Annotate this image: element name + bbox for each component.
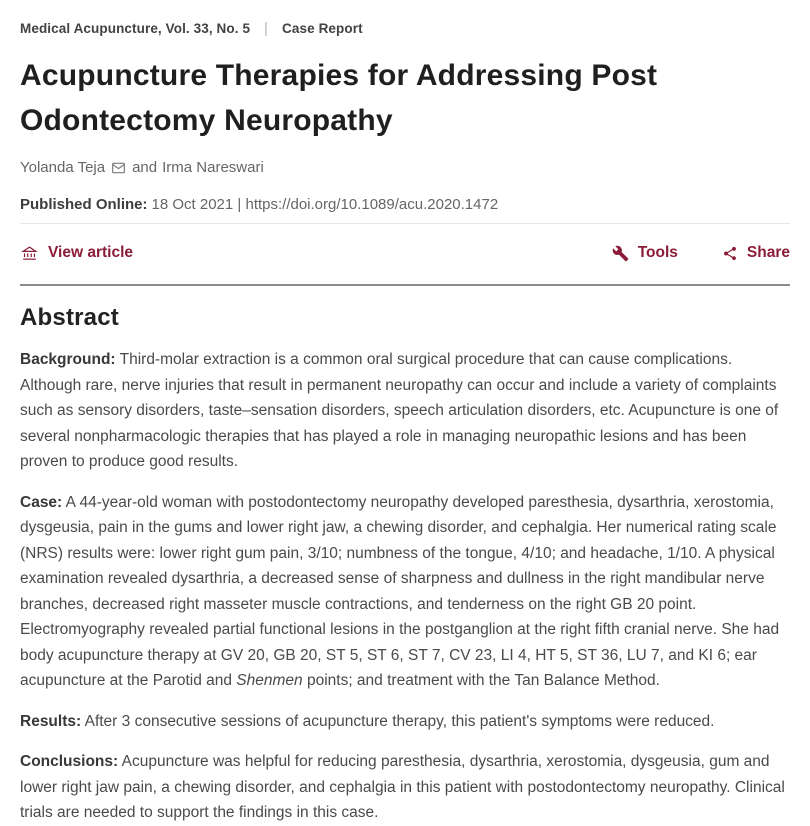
author-name: Irma Nareswari [162,159,264,176]
share-icon [722,245,738,262]
published-label: Published Online: [20,196,148,213]
italic-term: Shenmen [236,672,303,689]
divider-dark [20,284,790,286]
toolbar [20,224,790,284]
abstract-paragraph [20,347,790,475]
view-article-label: View article [48,244,134,261]
wrench-icon [612,245,629,262]
article-title: Acupuncture Therapies for Addressing Post Odontectomy Neuropathy [20,59,658,137]
published-value: 18 Oct 2021 | https://doi.org/10.1089/acu.2020.1472 [151,196,499,213]
toolbar-right [612,244,790,262]
view-article-button[interactable] [20,244,133,262]
author-line [20,159,790,176]
journal-meta [20,20,790,37]
author-conjunction: and [132,159,158,176]
article-type: Case Report [282,21,363,36]
paragraph-text: Acupuncture was helpful for reducing paresthesia, dysarthria, xerostomia, dysgeusia, gum and lower right jaw pain, a chewing disorder, and cephalgia in this patient with postodontectomy neuropathy. Clinical trials are needed to support the findings in this case. [20,753,785,821]
journal-citation: Medical Acupuncture, Vol. 33, No. 5 [20,21,251,36]
paragraph-text: A 44-year-old woman with postodontectomy neuropathy developed paresthesia, dysarthria, xerostomia, dysgeusia, pain in the gums and lower right jaw, a chewing disorder, and cephalgia. Her numerical rating scale (NRS) results were: lower right gum pain, 3/10; numbness of the tongue, 4/10; and headache, 1/10. A physical examination revealed dysarthria, a decreased sense of sharpness and dullness in the right mandibular nerve branches, decreased right masseter muscle contractions, and tenderness on the right GB 20 point. Electromyography revealed partial functional lesions in the postganglion at the right fifth cranial nerve. She had body acupuncture therapy at GV 20, GB 20, ST 5, ST 6, ST 7, CV 23, LI 4, HT 5, ST 36, LU 7, and KI 6; ear acupuncture at the Parotid and [20,493,780,689]
envelope-icon[interactable] [110,161,127,175]
paragraph-text: Third-molar extraction is a common oral surgical procedure that can cause complications. Although rare, nerve injuries that result in permanent neuropathy can occur and include a variety of complaints such as sensory disorders, taste–sensation disorders, speech articulation disorders, etc. Acupuncture is one of several nonpharmacologic therapies that has played a role in managing neuropathic lesions and has been proven to produce good results. [20,351,779,470]
paragraph-label: Conclusions: [20,753,119,770]
paragraph-label: Results: [20,712,82,730]
paragraph-label: Background: [20,351,116,368]
abstract-heading: Abstract [20,304,119,331]
abstract-paragraph [20,709,790,735]
tools-label: Tools [637,244,678,261]
paragraph-text: After 3 consecutive sessions of acupuncture therapy, this patient's symptoms were reduced. [81,712,715,730]
abstract-paragraphs [20,347,790,826]
share-label: Share [746,244,790,261]
author-name: Yolanda Teja [20,159,106,176]
tools-button[interactable] [612,244,678,262]
paragraph-label: Case: [20,493,63,511]
meta-separator: | [264,20,269,37]
abstract-paragraph [20,490,790,694]
paragraph-text: points; and treatment with the Tan Balance Method. [302,672,660,689]
abstract-paragraph [20,749,790,826]
institution-icon [20,245,39,262]
published-line [20,196,790,213]
share-button[interactable] [722,244,790,262]
